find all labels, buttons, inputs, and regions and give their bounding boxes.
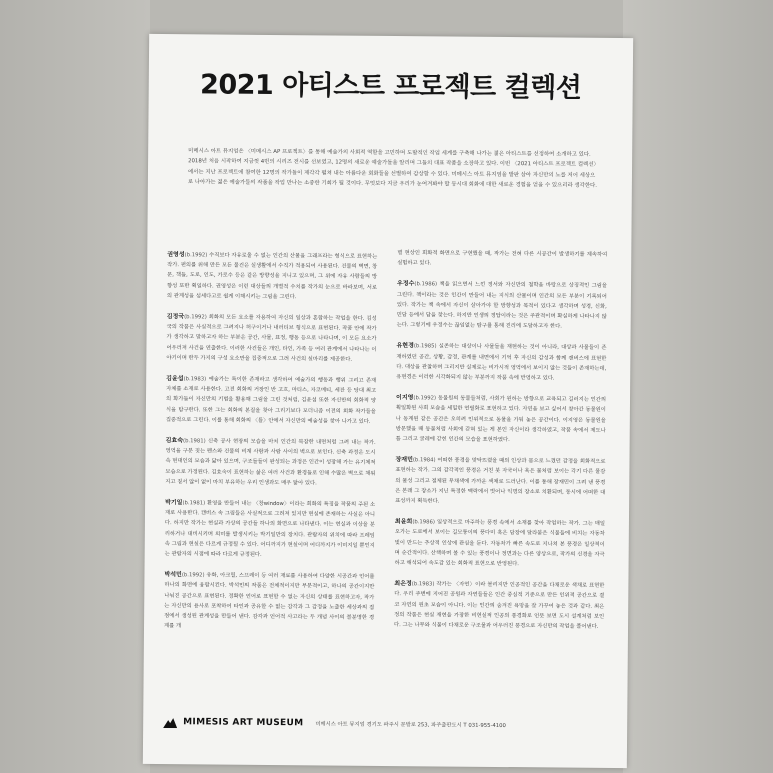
artist-description: 책을 읽으면서 느낀 정서와 자신만의 철학을 바탕으로 상징적인 그림을 그린다. 책이라는 것은 인간이 만들어 내는 지식의 산물이며 인간의 모든 부분이 기록되어 있다. 작가는 책 속에서 자신이 살아가야 할 방향성과 목적이 있다고 생각하며 성경, 신화, 민담 등에서 답을 찾는다. 하지만 인생의 정답이라는 것은 주관적이며 확실하게 나타나지 않는다. 그렇기에 우정수는 끊임없는 탐구를 통해 진리에 도달하고자 한다.: [396, 281, 608, 330]
artist-name: 우정수: [396, 280, 415, 288]
artist-birth-year: (b.1992): [184, 314, 207, 321]
artist-entry: [396, 341, 606, 384]
artist-column-left: [164, 250, 377, 644]
artist-name: 김윤섭: [166, 375, 184, 383]
artist-description: 실존하는 대상이나 사물들을 재현하는 것이 아니라, 대상과 사물들이 존재하였던 공간, 상황, 감정, 관계를 내면에서 기억 후 자신의 감성과 함께 캔버스에 표현한다. 대상을 관찰하며 그리지만 실제로는 비가시적 영역에서 보이지 않는 것들이 존재하는데, 유현경은 이러한 시각화되지 않는 부분까지 작품 속에 반영하고 있다.: [396, 343, 607, 382]
artist-description: 수직보다 자유로울 수 없는 인간의 산물을 그래프라는 형식으로 표현하는 작가. 편의를 위해 만든 모든 물건은 실생활에서 수직가 적용되어 사용된다. 건물의 벽면, 창문, 책들, 도로, 인도, 가로수 등은 같은 방향성을 지니고 있으며, 그 위에 자유 사람들의 방향성 또한 획일하다. 권영성은 이런 대상들의 개별적 수치를 작가의 눈으로 바라보며, 서로의 관계성을 섬세다고로 쉽게 이해시키는 그림을 그린다.: [166, 252, 378, 301]
artist-name: 유현경: [396, 342, 414, 350]
continued-text: 별 현상인 회화적 화면으로 구현했을 때, 작가는 전혀 다른 시공간이 발생하기를 계속하여 실험하고 있다.: [397, 250, 608, 267]
artist-entry: [396, 393, 606, 446]
artist-description: 회화의 모든 요소를 자용하여 자신의 일상과 혼합하는 작업을 한다. 김성국의 작품은 사실적으로 그려지나 허구이거나 내러티브 형식으로 표현된다. 작품 안에 작가가 생각하고 말하고자 하는 부분은 공간, 사물, 표정, 행동 등으로 나타나며, 이 모든 요소가 어우러져 사건을 연출한다. 이러한 사건들은 개인, 타인, 가족 등 여러 관계에서 나타나는 이야기이며 한두 가지의 구성 요소만을 집중적으로 그려 사건의 실마리를 제공한다.: [166, 314, 377, 363]
artist-birth-year: (b.1992): [413, 395, 437, 402]
artist-birth-year: (b.1986): [414, 281, 438, 288]
artist-name: 박석민: [164, 571, 182, 579]
artist-name: 박기일: [165, 499, 183, 507]
museum-footer: [163, 714, 603, 734]
artist-birth-year: (b.1981): [182, 500, 206, 507]
artist-entry: [394, 579, 604, 632]
artist-entry: [395, 517, 605, 570]
artist-birth-year: (b.1986): [412, 519, 436, 526]
artist-name: 이지영: [395, 394, 414, 402]
museum-name: MIMESIS ART MUSEUM: [183, 717, 304, 729]
artist-description: 예술가는 특이한 존재라고 생각하여 예술가의 행동과 행위 그리고 존재 자체를 소재로 사용한다. 고전 회화의 거장인 반 고흐, 마티스, 자코메티, 세잔 등 당대 최고의 화가들이 자신만의 기법을 활용해 그림을 그린 것처럼, 김윤섭 또한 자신만의 회화적 양식을 탐구한다. 또한 그는 회화의 본질을 찾아 그리기보다 모더니즘 이전의 회화 작가들을 집중적으로 그린다. 이를 통해 회화의 〈틀〉안에서 자신만의 예술성을 찾아 나가고 있다.: [165, 376, 377, 425]
artist-name: 최은정: [394, 580, 412, 588]
museum-address: 미메시스 아트 뮤지엄 경기도 파주시 문발로 253, 파주출판도시 T 031-955-4100: [315, 721, 506, 730]
artist-description: 유화, 아크릴, 스프레이 등 여러 재료를 사용하여 다양한 시공간과 언어를 하나의 화면에 융합시킨다. 박석민의 작품은 전체적이지만 부분적이고, 하나의 공간이지만 나눠진 공간으로 표현된다. 정확한 언어로 표현할 수 없는 자신의 상태를 표현하고자, 작가는 자신만의 용사로 포착하여 타인과 공유할 수 없는 감각과 그 감정을 노출한 세상과의 접점에서 생성된 관계성을 만들어 낸다. 감각과 언어적 사고라는 두 개념 사이의 불분명한 경계를 개: [163, 572, 375, 630]
artist-birth-year: (b.1983): [183, 376, 207, 383]
artist-description: 일상적으로 마주하는 풍경 속에서 소재를 찾아 작업하는 작가. 그는 매일 오가는 도로에서 보이는 길모퉁이의 풍다미 혹은 담장에 달라붙은 식물들에 비치는 자동차 빛이 만드는 추상적 인상에 관심을 둔다. 자동차가 빠른 속도로 지나쳐 본 풍경은 일상적이며 순간적이다. 산책하며 볼 수 있는 풍경이나 정면과는 다른 양상으로, 작가의 신경을 자극하고 해석되어 속도감 있는 회화적 표현으로 반영된다.: [394, 519, 605, 568]
artist-entry: [167, 250, 377, 303]
artist-description: 신축 공사 현장의 모습을 마치 인간의 복잡한 내면처럼 그려 내는 작가. 영역을 구분 짓는 펜스와 건물의 비계 사람과 사람 사이의 벽으로 보인다. 신축 과정은 도시 속 현대인의 모습과 닮아 있으며, 구조들들이 완성되는 과정은 인간이 성장해 가는 유기체적 모습으로 가정된다. 김효숙이 표현하는 삶은 여러 사건과 환경들로 인해 수많은 벽으로 채워지고 짙서 않이 없이 마치 부유하는 우리 인생과도 매우 닮아 있다.: [165, 438, 376, 487]
artist-entry: [166, 312, 376, 365]
artist-entry: [165, 436, 375, 489]
artist-birth-year: (b.1992): [181, 572, 205, 579]
artist-description: 환영을 만들어 내는 〈창window〉이라는 회화의 특징을 작품의 주된 소재로 사용한다. 캔버스 속 그림들은 사실적으로 그려져 있지만 현실에 존재하는 사실은 아니다. 하지만 작가는 현실과 가상의 공간들 하나의 화면으로 나타낸다. 이는 현실과 이상을 분리하거나 대비시키며 의미를 발생시키는 박기일만의 장치다. 관람자의 위치에 따라 프레임 속 그림과 현실은 다르게 규정될 수 있다. 어디까지가 현실이며 어디까지가 이미지일 뿐인지는 관람자의 시점에 따라 다르게 규정된다.: [164, 500, 376, 558]
artist-column-right: [394, 248, 607, 643]
artist-entry: [165, 498, 376, 561]
intro-paragraph: 미메시스 아트 뮤지엄은 〈미메시스 AP 프로젝트〉를 통해 예술가의 사회적 역할을 고민하며 도발적인 작업 세계를 구축해 나가는 젊은 아티스트를 선정하여 소개하고 있다. 2018년 처음 시작하여 지금껏 4번의 시리즈 전시를 선보였고, 12명의 새로운 예술가들을 알리며 그들의 대표 작품을 소장하고 있다. 이번 〈2021 아티스트 프로젝트 컬렉션〉에서는 지난 프로젝트에 참여한 12명의 작가들이 제각각 펼쳐 내는 아름다운 회화들을 선별하여 감상할 수 있다. 미메시스 아트 뮤지엄을 발판 삼아 자신만의 노를 저어 세상으로 나아가는 젊은 예술가들의 작품을 작업 만나는 소중한 기회가 될 것이다. 무엇보다 지금 우리가 눈여겨봐야 할 동시대 회화에 대한 새로운 경험을 얻을 수 있으리라 생각한다.: [187, 148, 597, 189]
table-surface-right: [623, 0, 773, 773]
artist-name: 장재민: [395, 456, 413, 464]
artist-description: 동물원의 동물들처럼, 사회가 원하는 방향으로 교육되고 길러지는 인간의 획일화된 사회 모습을 세밀한 연필화로 표현하고 있다. 자연을 보고 싶어서 찾아간 동물원이나 동계된 같은 공간은 오히려 인위적으로 동물을 가둬 놓은 공간이다. 이지영은 동물원을 방문했을 때 동물처럼 사회에 갇혀 있는 게 본인 자신이라 생각하였고, 작품 속에서 제도나 틀 그리고 굴레에 갇힌 인간의 모습을 표현하였다.: [395, 395, 607, 444]
artist-birth-year: (b.1981): [183, 438, 206, 445]
artist-entry: [395, 455, 605, 508]
artist-birth-year: (b.1992): [184, 252, 208, 259]
artist-description: 어떠한 풍경을 맞닥뜨렸을 때의 인상과 몸으로 느꼈던 감정을 회화적으로 표현하는 작가. 그의 감각적인 풍경은 거친 붓 자국이나 흑은 물처럼 보이는 각기 다른 물감의 물성 그리고 절제된 무채색에 가까운 색채로 드러난다. 이를 통해 장재민이 그려 낸 풍경은 본래 그 장소가 지닌 특정한 맥락에서 벗어나 익명의 장소로 치환되며, 동시에 어떠한 대표성까지 획득한다.: [395, 457, 606, 505]
artist-birth-year: (b.1983): [411, 581, 435, 588]
artist-entry: [164, 570, 375, 633]
artist-name: 최윤희: [394, 518, 413, 526]
artist-description: 작가는 〈자연〉이라 불리지만 인공적인 공간을 다채로운 색채로 표현한다. 우리 주변에 지어진 공원과 자연들들은 인간 중심적 기준으로 만든 인위적 공간으로 결코 자연의 원초 모습이 아니다. 이는 인간의 숨겨진 욕망을 잘 가꾸어 놓은 것과 같다. 최은정의 작품은 현실 재현을 가장한 비현실적 인공의 풍경화로 언뜻 보면 도시 설계처럼 보인다. 그는 나무와 식물이 다채로운 구조물과 어우러진 풍경으로 자신만의 작업을 풀어낸다.: [394, 581, 605, 630]
printed-handout: [143, 34, 633, 768]
artist-entry: [397, 279, 607, 332]
artist-birth-year: (b.1985): [413, 343, 437, 350]
document-title: 2021 아티스트 프로젝트 컬렉션: [199, 69, 582, 104]
artist-name: 김효숙: [165, 437, 184, 445]
table-surface-left: [0, 0, 150, 773]
artist-entry: [166, 374, 376, 427]
museum-logo-icon: [163, 717, 177, 728]
artist-name: 권영성: [167, 251, 185, 259]
artist-name: 김정국: [166, 313, 185, 321]
artist-birth-year: (b.1984): [412, 457, 436, 464]
